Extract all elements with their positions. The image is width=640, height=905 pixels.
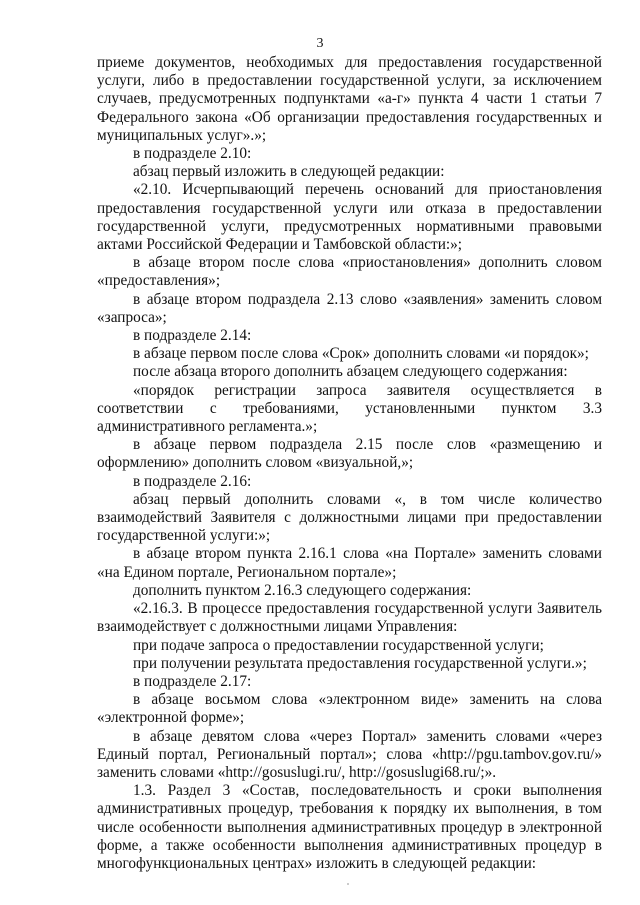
document-body bbox=[97, 54, 602, 873]
scan-speck bbox=[347, 883, 349, 885]
paragraph: в абзаце втором пункта 2.16.1 слова «на Портале» заменить словами «на Едином портале, Региональном портале»; bbox=[97, 545, 602, 581]
paragraph: в подразделе 2.16: bbox=[133, 472, 252, 490]
paragraph: «2.16.3. В процессе предоставления государственной услуги Заявитель взаимодействует с должностными лицами Управления: bbox=[97, 600, 602, 636]
paragraph: в абзаце первом после слова «Срок» дополнить словами «и порядок»; bbox=[133, 345, 589, 363]
paragraph: в абзаце девятом слова «через Портал» заменить словами «через Единый портал, Региональный портал»; слова «http://pgu.tambov.gov.ru/» заменить словами «http://gosuslugi.ru/, http://gosuslugi68.ru/;». bbox=[97, 727, 602, 781]
paragraph: дополнить пунктом 2.16.3 следующего содержания: bbox=[133, 581, 472, 599]
paragraph: абзац первый изложить в следующей редакции: bbox=[133, 163, 445, 181]
paragraph: в абзаце восьмом слова «электронном виде» заменить на слова «электронной форме»; bbox=[97, 691, 602, 727]
paragraph: в абзаце втором подраздела 2.13 слово «заявления» заменить словом «запроса»; bbox=[97, 290, 602, 326]
paragraph: в подразделе 2.17: bbox=[133, 672, 252, 690]
paragraph: абзац первый дополнить словами «, в том числе количество взаимодействий Заявителя с должностными лицами при предоставлении государственной услуги:»; bbox=[97, 490, 602, 545]
page-number: 3 bbox=[316, 36, 324, 51]
paragraph: 1.3. Раздел 3 «Состав, последовательность и сроки выполнения административных процедур, требования к порядку их выполнения, в том числе особенности выполнения административных процедур в электронной форме, а также особенности выполнения административных процедур в многофункциональных центрах» изложить в следующей редакции: bbox=[97, 782, 602, 872]
paragraph: при получении результата предоставления государственной услуги.»; bbox=[133, 654, 587, 672]
paragraph: в подразделе 2.10: bbox=[133, 145, 252, 163]
paragraph: в подразделе 2.14: bbox=[133, 327, 252, 345]
paragraph: при подаче запроса о предоставлении государственной услуги; bbox=[133, 636, 544, 654]
paragraph: «2.10. Исчерпывающий перечень оснований для приостановления предоставления государственной услуги или отказа в предоставлении государственной услуги, предусмотренных нормативными правовыми актами Российской Федерации и Тамбовской области:»; bbox=[97, 181, 602, 254]
paragraph: в абзаце первом подраздела 2.15 после слов «размещению и оформлению» дополнить словом «визуальной,»; bbox=[97, 436, 602, 472]
paragraph: после абзаца второго дополнить абзацем следующего содержания: bbox=[133, 363, 568, 381]
paragraph: приеме документов, необходимых для предоставления государственной услуги, либо в предоставлении государственной услуги, за исключением случаев, предусмотренных подпунктами «а-г» пункта 4 части 1 статьи 7 Федерального закона «Об организации предоставления государственных и муниципальных услуг».»; bbox=[97, 54, 602, 144]
paragraph: в абзаце втором после слова «приостановления» дополнить словом «предоставления»; bbox=[97, 254, 602, 290]
paragraph: «порядок регистрации запроса заявителя осуществляется в соответствии с требованиями, установленными пунктом 3.3 административного регламента.»; bbox=[97, 381, 602, 436]
